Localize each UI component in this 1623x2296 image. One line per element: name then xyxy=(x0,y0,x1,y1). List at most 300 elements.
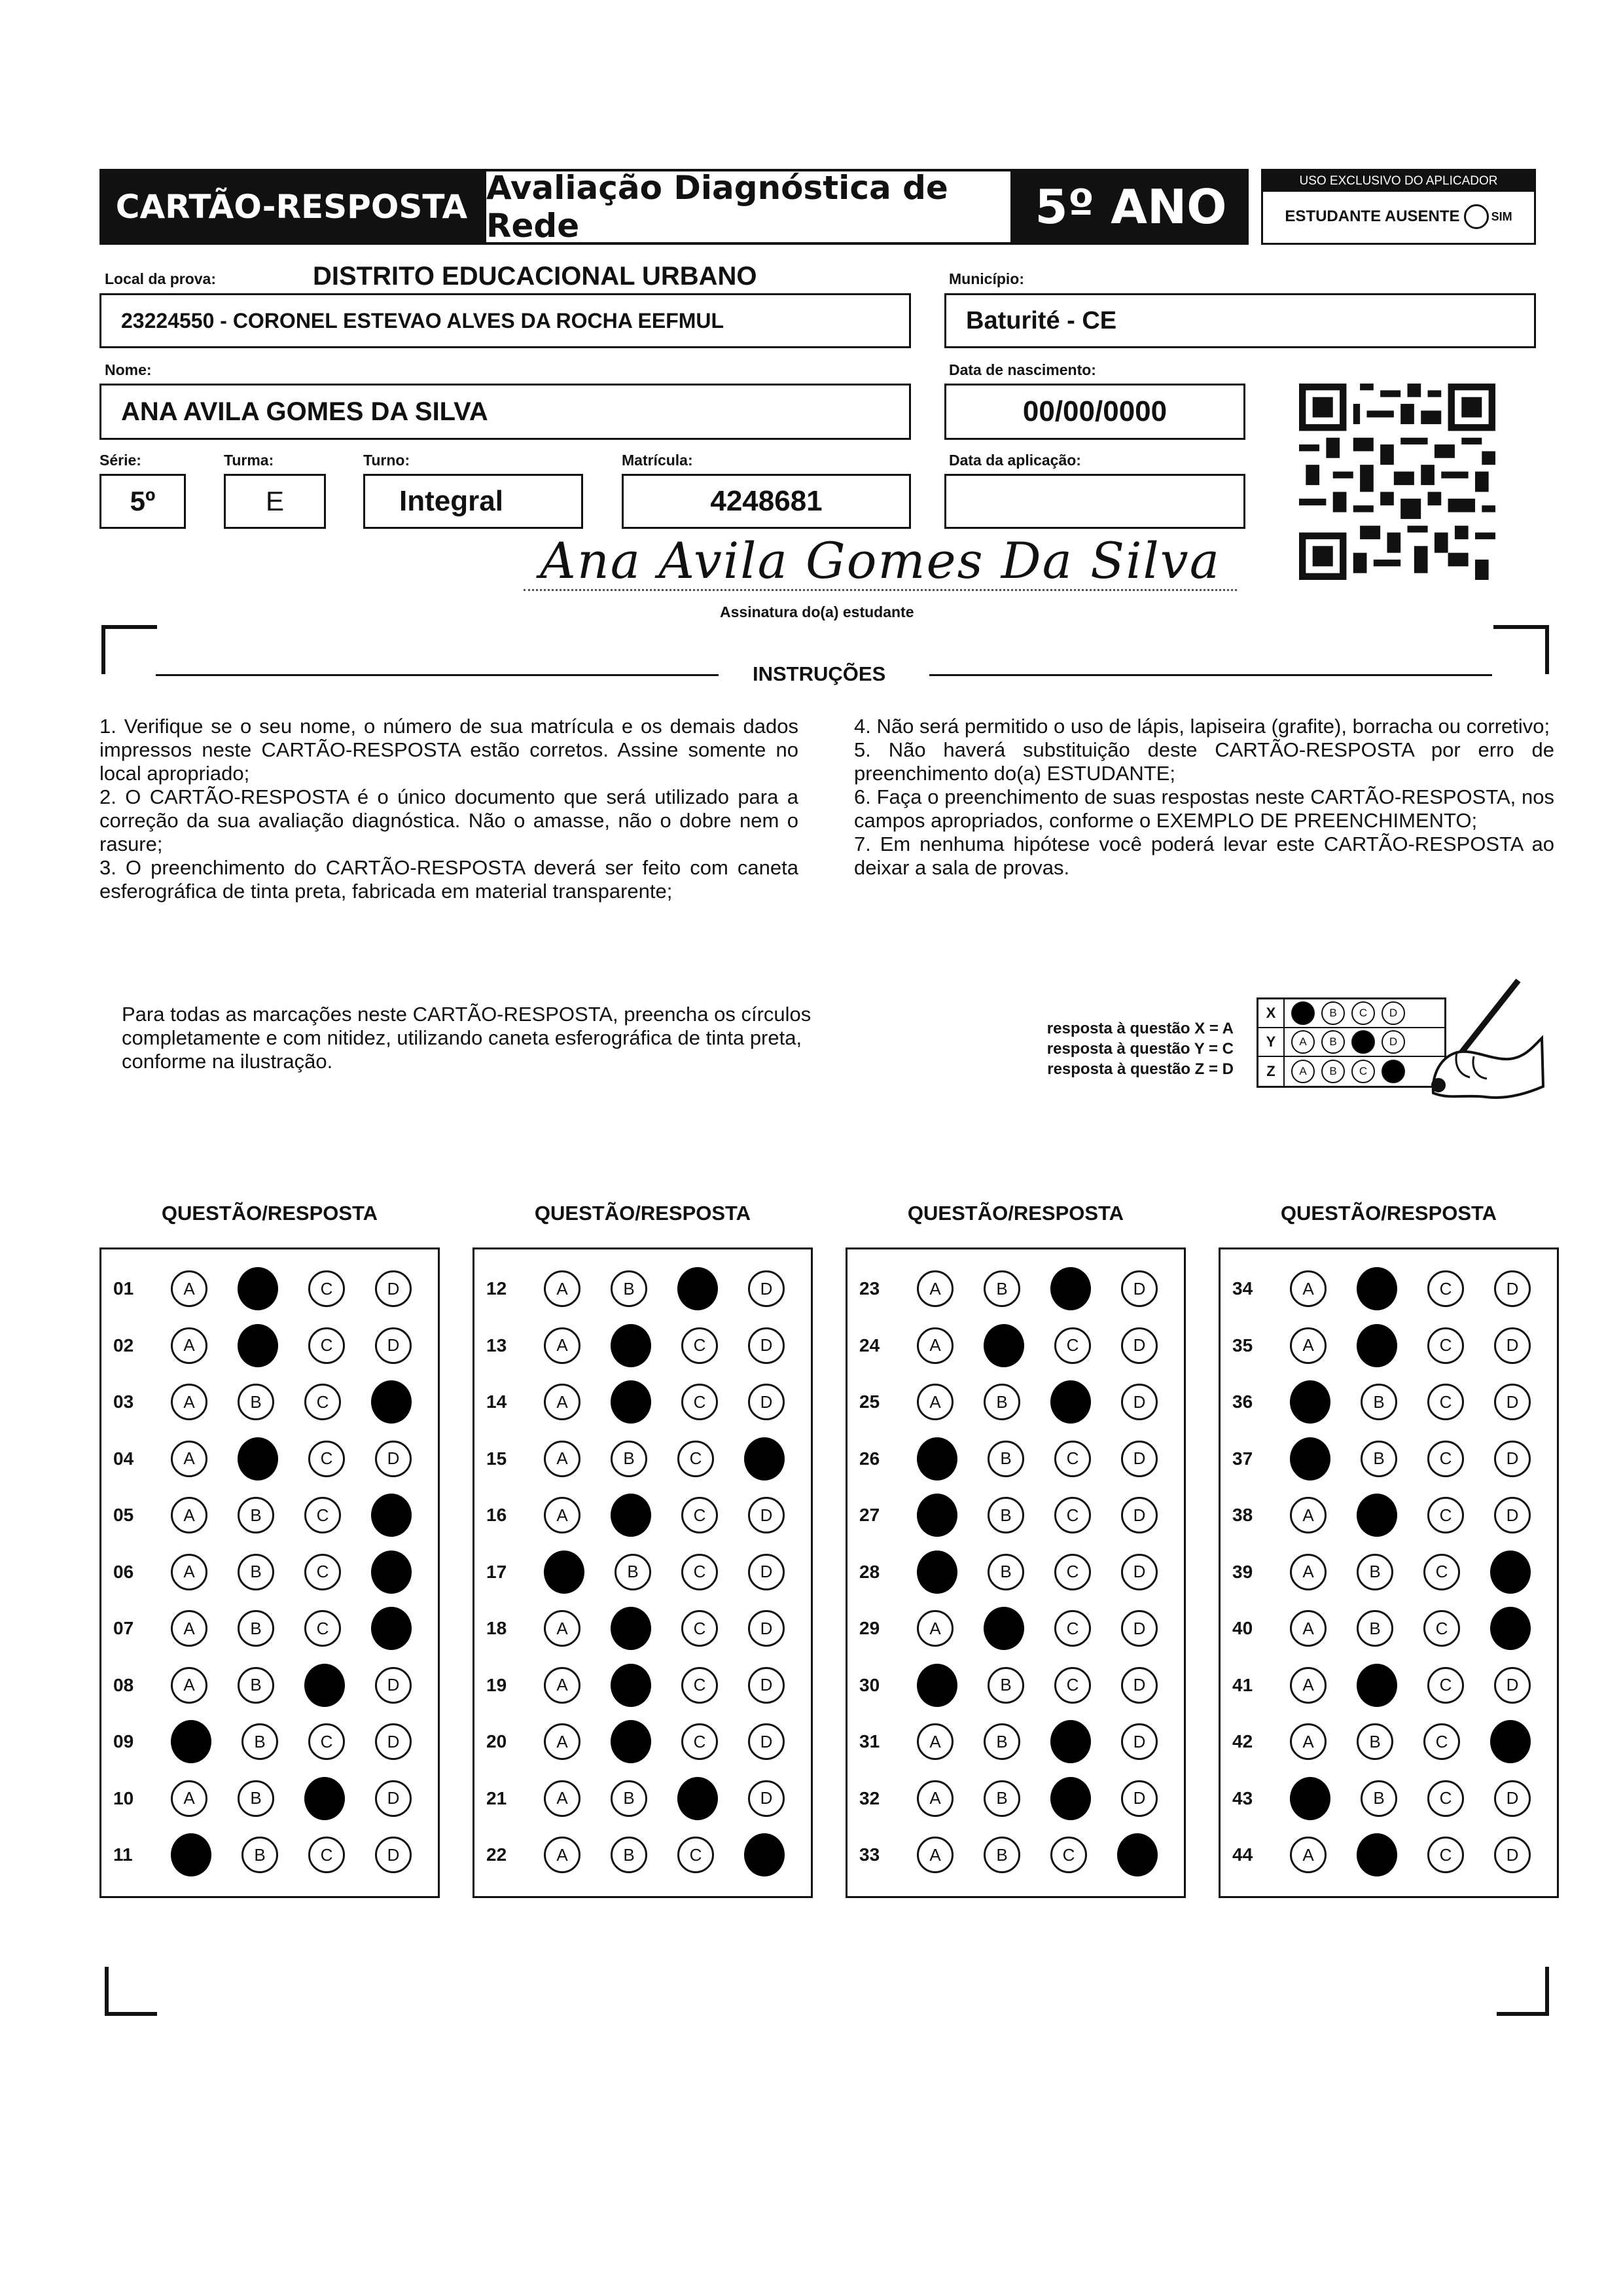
answer-bubble-b[interactable]: B xyxy=(984,1270,1020,1307)
answer-bubble-b[interactable]: B xyxy=(238,1324,278,1367)
answer-bubble-d[interactable]: D xyxy=(1490,1720,1531,1763)
absent-option: SIM xyxy=(1491,209,1512,223)
answer-bubble-d[interactable]: D xyxy=(1490,1607,1531,1650)
answer-bubble-d[interactable]: D xyxy=(1494,1270,1531,1307)
answer-bubble-a[interactable]: A xyxy=(171,1610,207,1647)
question-number: 13 xyxy=(486,1335,507,1355)
answer-bubble-b[interactable]: B xyxy=(611,1494,651,1537)
nome-label: Nome: xyxy=(105,361,152,378)
instruction-1: 1. Verifique se o seu nome, o número de sua matrícula e os demais dados impressos neste CARTÃO-RESPOSTA estão corretos. Assine somente no local apropriado; xyxy=(99,715,798,785)
answer-bubble-a[interactable]: A xyxy=(917,1327,954,1364)
answer-bubble-c[interactable]: C xyxy=(308,1441,345,1477)
answer-bubble-d[interactable]: D xyxy=(748,1384,785,1420)
answer-bubble-c[interactable]: C xyxy=(304,1664,345,1707)
answer-bubble-a[interactable]: A xyxy=(1290,1723,1327,1760)
answer-bubble-b[interactable]: B xyxy=(241,1837,278,1873)
answer-row xyxy=(474,1609,811,1648)
answer-bubble-a[interactable]: A xyxy=(544,1723,580,1760)
answer-row xyxy=(101,1439,438,1479)
answer-bubble-c[interactable]: C xyxy=(1423,1610,1460,1647)
answer-bubble-c[interactable]: C xyxy=(1054,1667,1091,1704)
answer-bubble-c[interactable]: C xyxy=(1054,1441,1091,1477)
answer-bubble-c[interactable]: C xyxy=(681,1667,718,1704)
answer-bubble-a[interactable]: A xyxy=(1290,1497,1327,1534)
question-number: 21 xyxy=(486,1787,507,1808)
question-number: 14 xyxy=(486,1391,507,1412)
answer-bubble-c[interactable]: C xyxy=(681,1384,718,1420)
question-number: 19 xyxy=(486,1674,507,1695)
instruction-3: 3. O preenchimento do CARTÃO-RESPOSTA deverá ser feito com caneta esferográfica de tinta preta, fabricada em material transparente; xyxy=(99,856,798,903)
answer-bubble-d[interactable]: D xyxy=(375,1837,412,1873)
answer-bubble-d[interactable]: D xyxy=(1494,1837,1531,1873)
answer-bubble-d[interactable]: D xyxy=(375,1667,412,1704)
question-number: 02 xyxy=(113,1335,134,1355)
answer-bubble-a[interactable]: A xyxy=(544,1780,580,1817)
aplicacao-label: Data da aplicação: xyxy=(949,452,1081,469)
answer-bubble-a[interactable]: A xyxy=(1290,1667,1327,1704)
answer-bubble-c[interactable]: C xyxy=(1050,1380,1091,1424)
answer-bubble-d[interactable]: D xyxy=(1121,1667,1158,1704)
answer-bubble-c[interactable]: C xyxy=(681,1610,718,1647)
answer-bubble-a[interactable]: A xyxy=(544,1497,580,1534)
answer-row xyxy=(1221,1382,1557,1422)
absent-label: ESTUDANTE AUSENTE xyxy=(1285,207,1460,225)
column-title-2: QUESTÃO/RESPOSTA xyxy=(534,1202,751,1225)
answer-bubble-d[interactable]: D xyxy=(375,1723,412,1760)
answer-bubble-d[interactable]: D xyxy=(371,1494,412,1537)
answer-bubble-a[interactable]: A xyxy=(171,1554,207,1590)
answer-bubble-b[interactable]: B xyxy=(984,1837,1020,1873)
municipio-field: Baturité - CE xyxy=(944,293,1536,348)
answer-bubble-b[interactable]: B xyxy=(611,1664,651,1707)
example-bubble-c: C xyxy=(1351,1001,1375,1025)
question-number: 42 xyxy=(1232,1731,1253,1751)
answer-row xyxy=(474,1496,811,1535)
column-title-4: QUESTÃO/RESPOSTA xyxy=(1280,1202,1497,1225)
assessment-title: Avaliação Diagnóstica de Rede xyxy=(484,169,1013,245)
answer-bubble-d[interactable]: D xyxy=(1494,1327,1531,1364)
answer-bubble-c[interactable]: C xyxy=(1050,1777,1091,1820)
answer-bubble-b[interactable]: B xyxy=(1361,1780,1397,1817)
question-number: 40 xyxy=(1232,1618,1253,1638)
answer-bubble-b[interactable]: B xyxy=(1357,1494,1397,1537)
turno-label: Turno: xyxy=(363,452,410,469)
answer-bubble-a[interactable]: A xyxy=(171,1441,207,1477)
answer-bubble-a[interactable]: A xyxy=(171,1667,207,1704)
example-row-label: X xyxy=(1258,999,1285,1027)
qr-code-icon xyxy=(1299,384,1495,580)
answer-row xyxy=(847,1552,1184,1592)
answer-bubble-c[interactable]: C xyxy=(677,1777,718,1820)
question-number: 23 xyxy=(859,1278,880,1299)
turma-label: Turma: xyxy=(224,452,274,469)
answer-bubble-c[interactable]: C xyxy=(308,1270,345,1307)
serie-field: 5º xyxy=(99,474,186,529)
instructions-right xyxy=(854,715,1554,880)
example-bubble-b: B xyxy=(1321,1030,1345,1054)
hand-pen-icon xyxy=(1394,975,1544,1106)
answer-bubble-c[interactable]: C xyxy=(304,1497,341,1534)
answer-bubble-a[interactable]: A xyxy=(917,1384,954,1420)
question-number: 22 xyxy=(486,1844,507,1865)
answer-bubble-d[interactable]: D xyxy=(1121,1497,1158,1534)
question-number: 09 xyxy=(113,1731,134,1751)
answer-bubble-b[interactable]: B xyxy=(1357,1833,1397,1876)
answer-row xyxy=(474,1722,811,1761)
answer-bubble-b[interactable]: B xyxy=(984,1607,1024,1650)
answer-bubble-c[interactable]: C xyxy=(1427,1667,1464,1704)
answer-bubble-d[interactable]: D xyxy=(1121,1327,1158,1364)
answer-bubble-a[interactable]: A xyxy=(917,1270,954,1307)
answer-bubble-d[interactable]: D xyxy=(375,1441,412,1477)
answer-bubble-a[interactable]: A xyxy=(544,1610,580,1647)
nome-field: ANA AVILA GOMES DA SILVA xyxy=(99,384,911,440)
answer-bubble-d[interactable]: D xyxy=(1494,1497,1531,1534)
column-title-1: QUESTÃO/RESPOSTA xyxy=(161,1202,378,1225)
answer-bubble-c[interactable]: C xyxy=(677,1267,718,1310)
answer-row xyxy=(474,1779,811,1818)
answer-bubble-c[interactable]: C xyxy=(1423,1723,1460,1760)
example-bubble-b: B xyxy=(1321,1060,1345,1083)
example-bubble-d: D xyxy=(1382,1030,1405,1054)
answer-bubble-c[interactable]: C xyxy=(1050,1267,1091,1310)
matricula-label: Matrícula: xyxy=(622,452,693,469)
answer-row xyxy=(847,1722,1184,1761)
answer-bubble-a[interactable]: A xyxy=(544,1270,580,1307)
answer-bubble-a[interactable]: A xyxy=(1290,1327,1327,1364)
corner-mark-bottom-left-vertical xyxy=(105,1967,109,2016)
grade-badge: 5º ANO xyxy=(1013,169,1249,245)
answer-row xyxy=(101,1666,438,1705)
answer-bubble-c[interactable]: C xyxy=(304,1554,341,1590)
answer-bubble-d[interactable]: D xyxy=(748,1723,785,1760)
example-bubble-d: D xyxy=(1382,1001,1405,1025)
answer-bubble-c[interactable]: C xyxy=(304,1610,341,1647)
column-title-3: QUESTÃO/RESPOSTA xyxy=(907,1202,1124,1225)
answer-row xyxy=(1221,1609,1557,1648)
answer-bubble-d[interactable]: D xyxy=(748,1780,785,1817)
answer-bubble-d[interactable]: D xyxy=(748,1327,785,1364)
answer-bubble-a[interactable]: A xyxy=(917,1723,954,1760)
answer-bubble-a[interactable]: A xyxy=(171,1327,207,1364)
answer-bubble-b[interactable]: B xyxy=(611,1837,647,1873)
answer-bubble-d[interactable]: D xyxy=(375,1327,412,1364)
question-number: 44 xyxy=(1232,1844,1253,1865)
answer-bubble-a[interactable]: A xyxy=(917,1437,957,1480)
answer-bubble-b[interactable]: B xyxy=(1361,1384,1397,1420)
answer-bubble-a[interactable]: A xyxy=(917,1494,957,1537)
answer-bubble-a[interactable]: A xyxy=(1290,1777,1330,1820)
answer-bubble-b[interactable]: B xyxy=(1357,1610,1393,1647)
answer-bubble-a[interactable]: A xyxy=(1290,1380,1330,1424)
answer-bubble-c[interactable]: C xyxy=(304,1777,345,1820)
answer-row xyxy=(847,1269,1184,1308)
corner-mark-bottom-right xyxy=(1497,2012,1549,2016)
answer-bubble-b[interactable]: B xyxy=(238,1554,274,1590)
answer-bubble-b[interactable]: B xyxy=(984,1324,1024,1367)
answer-grid-2 xyxy=(473,1247,813,1898)
answer-grid-4 xyxy=(1219,1247,1559,1898)
answer-bubble-c[interactable]: C xyxy=(1427,1497,1464,1534)
answer-bubble-c[interactable]: C xyxy=(681,1327,718,1364)
answer-bubble-c[interactable]: C xyxy=(681,1723,718,1760)
answer-bubble-d[interactable]: D xyxy=(1494,1441,1531,1477)
answer-bubble-d[interactable]: D xyxy=(744,1437,785,1480)
answer-bubble-a[interactable]: A xyxy=(544,1837,580,1873)
answer-row xyxy=(847,1779,1184,1818)
answer-grid-1 xyxy=(99,1247,440,1898)
answer-bubble-b[interactable]: B xyxy=(238,1267,278,1310)
answer-bubble-d[interactable]: D xyxy=(1121,1441,1158,1477)
example-line-x: resposta à questão X = A xyxy=(1046,1020,1234,1037)
answer-bubble-b[interactable]: B xyxy=(238,1610,274,1647)
answer-bubble-b[interactable]: B xyxy=(988,1667,1024,1704)
answer-bubble-d[interactable]: D xyxy=(1117,1833,1158,1876)
question-number: 36 xyxy=(1232,1391,1253,1412)
answer-bubble-d[interactable]: D xyxy=(748,1554,785,1590)
answer-row xyxy=(474,1835,811,1874)
answer-bubble-b[interactable]: B xyxy=(611,1720,651,1763)
question-number: 16 xyxy=(486,1505,507,1525)
answer-bubble-b[interactable]: B xyxy=(238,1780,274,1817)
answer-bubble-c[interactable]: C xyxy=(1427,1327,1464,1364)
answer-bubble-d[interactable]: D xyxy=(375,1780,412,1817)
corner-mark-top-right xyxy=(1493,625,1549,629)
answer-bubble-a[interactable]: A xyxy=(171,1720,211,1763)
question-number: 20 xyxy=(486,1731,507,1751)
question-number: 25 xyxy=(859,1391,880,1412)
answer-bubble-d[interactable]: D xyxy=(371,1551,412,1594)
answer-bubble-c[interactable]: C xyxy=(1054,1327,1091,1364)
question-number: 24 xyxy=(859,1335,880,1355)
answer-bubble-d[interactable]: D xyxy=(744,1833,785,1876)
signature-label: Assinatura do(a) estudante xyxy=(720,603,914,620)
answer-bubble-b[interactable]: B xyxy=(611,1441,647,1477)
local-value: DISTRITO EDUCACIONAL URBANO xyxy=(313,262,757,291)
answer-bubble-d[interactable]: D xyxy=(1121,1384,1158,1420)
answer-bubble-c[interactable]: C xyxy=(1427,1441,1464,1477)
example-bubble-b: B xyxy=(1321,1001,1345,1025)
question-number: 17 xyxy=(486,1561,507,1582)
answer-bubble-b[interactable]: B xyxy=(238,1437,278,1480)
question-number: 33 xyxy=(859,1844,880,1865)
answer-bubble-c[interactable]: C xyxy=(1054,1554,1091,1590)
answer-row xyxy=(1221,1496,1557,1535)
answer-bubble-b[interactable]: B xyxy=(1361,1441,1397,1477)
answer-row xyxy=(847,1609,1184,1648)
answer-bubble-b[interactable]: B xyxy=(984,1723,1020,1760)
question-number: 38 xyxy=(1232,1505,1253,1525)
question-number: 34 xyxy=(1232,1278,1253,1299)
turno-field: Integral xyxy=(363,474,583,529)
answer-bubble-b[interactable]: B xyxy=(1357,1267,1397,1310)
answer-row xyxy=(101,1326,438,1365)
answer-bubble-d[interactable]: D xyxy=(748,1667,785,1704)
answer-bubble-c[interactable]: C xyxy=(1050,1720,1091,1763)
answer-bubble-d[interactable]: D xyxy=(1494,1780,1531,1817)
answer-row xyxy=(101,1722,438,1761)
answer-bubble-c[interactable]: C xyxy=(308,1723,345,1760)
answer-bubble-c[interactable]: C xyxy=(677,1441,714,1477)
answer-bubble-c[interactable]: C xyxy=(304,1384,341,1420)
answer-bubble-b[interactable]: B xyxy=(611,1380,651,1424)
answer-bubble-b[interactable]: B xyxy=(611,1607,651,1650)
answer-row xyxy=(1221,1552,1557,1592)
instruction-4: 4. Não será permitido o uso de lápis, lapiseira (grafite), borracha ou corretivo; xyxy=(854,715,1550,738)
answer-bubble-a[interactable]: A xyxy=(544,1667,580,1704)
question-number: 31 xyxy=(859,1731,880,1751)
example-bubble-a: A xyxy=(1291,1060,1315,1083)
question-number: 28 xyxy=(859,1561,880,1582)
applicator-label: USO EXCLUSIVO DO APLICADOR xyxy=(1263,171,1534,192)
student-signature: Ana Avila Gomes Da Silva xyxy=(539,531,1221,590)
answer-bubble-d[interactable]: D xyxy=(1121,1780,1158,1817)
answer-bubble-a[interactable]: A xyxy=(171,1833,211,1876)
answer-bubble-a[interactable]: A xyxy=(171,1780,207,1817)
turma-field: E xyxy=(224,474,326,529)
answer-row xyxy=(474,1439,811,1479)
instructions-left xyxy=(99,715,798,903)
answer-bubble-c[interactable]: C xyxy=(308,1837,345,1873)
example-bubble-a xyxy=(1291,1001,1315,1025)
answer-row xyxy=(474,1552,811,1592)
answer-row xyxy=(101,1552,438,1592)
example-line-y: resposta à questão Y = C xyxy=(1046,1040,1234,1058)
answer-row xyxy=(101,1835,438,1874)
answer-row xyxy=(474,1269,811,1308)
answer-row xyxy=(1221,1779,1557,1818)
answer-row xyxy=(1221,1835,1557,1874)
answer-bubble-a[interactable]: A xyxy=(1290,1837,1327,1873)
answer-bubble-c[interactable]: C xyxy=(1054,1610,1091,1647)
absent-checkbox[interactable] xyxy=(1464,204,1489,229)
serie-label: Série: xyxy=(99,452,141,469)
answer-bubble-a[interactable]: A xyxy=(1290,1554,1327,1590)
answer-bubble-b[interactable]: B xyxy=(988,1554,1024,1590)
answer-bubble-c[interactable]: C xyxy=(681,1554,718,1590)
answer-bubble-c[interactable]: C xyxy=(681,1497,718,1534)
question-number: 37 xyxy=(1232,1448,1253,1469)
answer-bubble-c[interactable]: C xyxy=(1427,1270,1464,1307)
answer-bubble-b[interactable]: B xyxy=(988,1441,1024,1477)
question-number: 41 xyxy=(1232,1674,1253,1695)
question-number: 18 xyxy=(486,1618,507,1638)
answer-bubble-d[interactable]: D xyxy=(748,1497,785,1534)
instruction-6: 6. Faça o preenchimento de suas respostas neste CARTÃO-RESPOSTA, nos campos apropriados, conforme o EXEMPLO DE PREENCHIMENTO; xyxy=(854,785,1554,832)
answer-bubble-a[interactable]: A xyxy=(171,1497,207,1534)
answer-bubble-d[interactable]: D xyxy=(1121,1270,1158,1307)
answer-bubble-a[interactable]: A xyxy=(1290,1610,1327,1647)
answer-bubble-c[interactable]: C xyxy=(677,1837,714,1873)
question-number: 08 xyxy=(113,1674,134,1695)
answer-bubble-d[interactable]: D xyxy=(748,1270,785,1307)
answer-bubble-b[interactable]: B xyxy=(1357,1324,1397,1367)
answer-bubble-a[interactable]: A xyxy=(171,1270,207,1307)
question-number: 11 xyxy=(113,1844,133,1865)
answer-bubble-c[interactable]: C xyxy=(1427,1780,1464,1817)
answer-bubble-d[interactable]: D xyxy=(1121,1723,1158,1760)
answer-bubble-b[interactable]: B xyxy=(984,1780,1020,1817)
answer-bubble-a[interactable]: A xyxy=(917,1664,957,1707)
answer-bubble-b[interactable]: B xyxy=(241,1723,278,1760)
answer-bubble-d[interactable]: D xyxy=(371,1380,412,1424)
answer-row xyxy=(1221,1269,1557,1308)
municipio-label: Município: xyxy=(949,270,1024,287)
instruction-7: 7. Em nenhuma hipótese você poderá levar este CARTÃO-RESPOSTA ao deixar a sala de provas. xyxy=(854,833,1554,879)
answer-bubble-c[interactable]: C xyxy=(1427,1837,1464,1873)
instruction-2: 2. O CARTÃO-RESPOSTA é o único documento que será utilizado para a correção da sua avaliação diagnóstica. Não o amasse, não o dobre nem o rasure; xyxy=(99,785,798,855)
answer-bubble-d[interactable]: D xyxy=(371,1607,412,1650)
answer-bubble-a[interactable]: A xyxy=(544,1384,580,1420)
answer-bubble-a[interactable]: A xyxy=(171,1384,207,1420)
answer-bubble-d[interactable]: D xyxy=(1490,1551,1531,1594)
answer-bubble-b[interactable]: B xyxy=(1357,1723,1393,1760)
corner-mark-top-right-vertical xyxy=(1545,625,1549,674)
answer-row xyxy=(847,1835,1184,1874)
applicator-box xyxy=(1261,169,1536,245)
answer-bubble-a[interactable]: A xyxy=(544,1551,584,1594)
answer-row xyxy=(847,1382,1184,1422)
question-number: 07 xyxy=(113,1618,134,1638)
answer-row xyxy=(847,1326,1184,1365)
question-number: 29 xyxy=(859,1618,880,1638)
answer-bubble-a[interactable]: A xyxy=(917,1551,957,1594)
answer-bubble-b[interactable]: B xyxy=(615,1554,651,1590)
school-field: 23224550 - CORONEL ESTEVAO ALVES DA ROCHA EEFMUL xyxy=(99,293,911,348)
question-number: 06 xyxy=(113,1561,134,1582)
answer-bubble-b[interactable]: B xyxy=(238,1667,274,1704)
answer-bubble-b[interactable]: B xyxy=(238,1497,274,1534)
example-line-z: resposta à questão Z = D xyxy=(1047,1060,1234,1078)
card-title: CARTÃO-RESPOSTA xyxy=(99,169,484,245)
instruction-5: 5. Não haverá substituição deste CARTÃO-RESPOSTA por erro de preenchimento do(a) ESTUDANTE; xyxy=(854,738,1554,785)
answer-bubble-c[interactable]: C xyxy=(1427,1384,1464,1420)
example-lines xyxy=(1018,1018,1234,1079)
answer-bubble-a[interactable]: A xyxy=(917,1837,954,1873)
answer-bubble-b[interactable]: B xyxy=(984,1384,1020,1420)
answer-bubble-b[interactable]: B xyxy=(988,1497,1024,1534)
answer-bubble-a[interactable]: A xyxy=(917,1780,954,1817)
answer-bubble-a[interactable]: A xyxy=(544,1327,580,1364)
answer-bubble-d[interactable]: D xyxy=(375,1270,412,1307)
answer-bubble-a[interactable]: A xyxy=(544,1441,580,1477)
answer-bubble-d[interactable]: D xyxy=(1121,1610,1158,1647)
answer-bubble-c[interactable]: C xyxy=(308,1327,345,1364)
instructions-rule-left xyxy=(156,674,719,676)
answer-bubble-d[interactable]: D xyxy=(1121,1554,1158,1590)
fill-note: Para todas as marcações neste CARTÃO-RESPOSTA, preencha os círculos completamente e com nitidez, utilizando caneta esferográfica de tinta preta, conforme na ilustração. xyxy=(122,1003,812,1073)
instructions-rule-right xyxy=(929,674,1492,676)
answer-bubble-a[interactable]: A xyxy=(1290,1437,1330,1480)
answer-bubble-c[interactable]: C xyxy=(1050,1837,1087,1873)
answer-bubble-b[interactable]: B xyxy=(611,1270,647,1307)
answer-bubble-d[interactable]: D xyxy=(748,1610,785,1647)
question-number: 03 xyxy=(113,1391,134,1412)
answer-bubble-b[interactable]: B xyxy=(611,1780,647,1817)
question-number: 01 xyxy=(113,1278,134,1299)
question-number: 39 xyxy=(1232,1561,1253,1582)
answer-bubble-a[interactable]: A xyxy=(1290,1270,1327,1307)
answer-bubble-c[interactable]: C xyxy=(1054,1497,1091,1534)
answer-bubble-b[interactable]: B xyxy=(611,1324,651,1367)
answer-bubble-a[interactable]: A xyxy=(917,1610,954,1647)
answer-bubble-b[interactable]: B xyxy=(1357,1664,1397,1707)
answer-bubble-b[interactable]: B xyxy=(1357,1554,1393,1590)
answer-bubble-b[interactable]: B xyxy=(238,1384,274,1420)
answer-bubble-d[interactable]: D xyxy=(1494,1667,1531,1704)
answer-bubble-c[interactable]: C xyxy=(1423,1554,1460,1590)
answer-bubble-d[interactable]: D xyxy=(1494,1384,1531,1420)
